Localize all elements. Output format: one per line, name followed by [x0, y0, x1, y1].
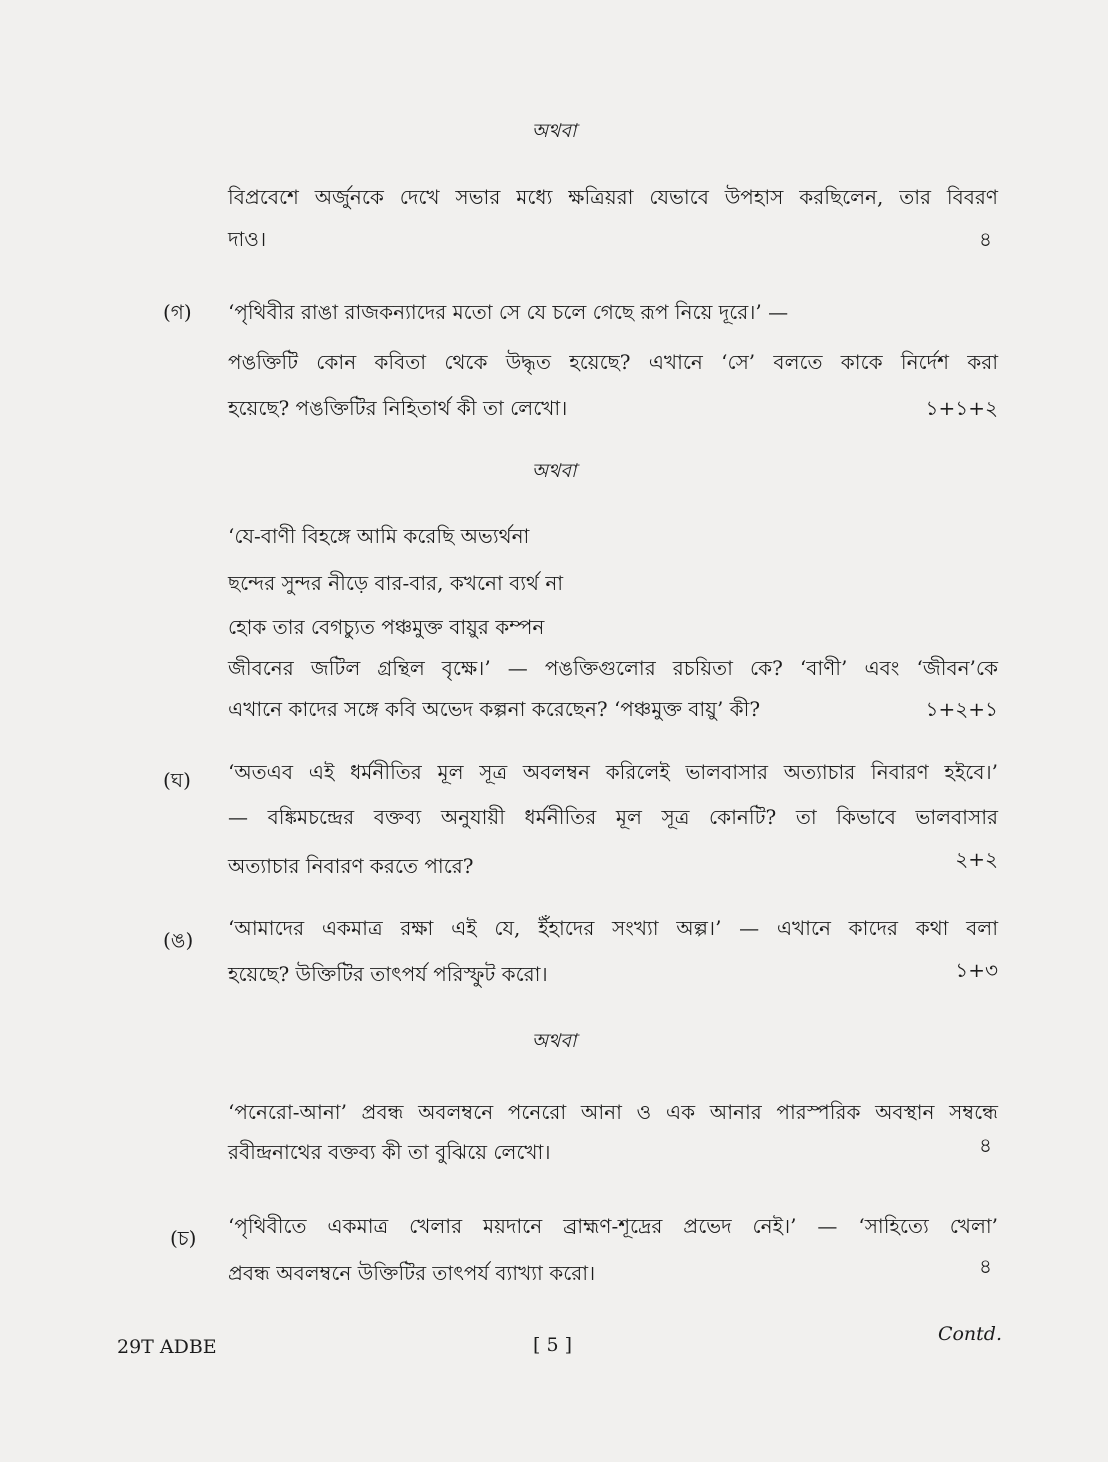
question-text: পঙক্তিটি কোন কবিতা থেকে উদ্ধৃত হয়েছে? এখানে ‘সে’ বলতে কাকে নির্দেশ করা — [228, 350, 998, 374]
question-text: অত্যাচার নিবারণ করতে পারে? — [228, 854, 474, 878]
or-heading: অথবা — [531, 460, 577, 482]
question-text: ‘পৃথিবীতে একমাত্র খেলার ময়দানে ব্রাহ্মণ-শূদ্রের প্রভেদ নেই।’ — ‘সাহিত্যে খেলা’ — [228, 1214, 998, 1238]
poem-line: ছন্দের সুন্দর নীড়ে বার-বার, কখনো ব্যর্থ না — [228, 571, 564, 595]
marks: ৪ — [979, 227, 992, 251]
poem-line: ‘যে-বাণী বিহঙ্গে আমি করেছি অভ্যর্থনা — [228, 524, 530, 548]
marks: ৪ — [979, 1133, 992, 1157]
marks: ১+৩ — [955, 958, 998, 982]
question-text: — বঙ্কিমচন্দ্রের বক্তব্য অনুযায়ী ধর্মনীতির মূল সূত্র কোনটি? তা কিভাবে ভালবাসার — [228, 805, 998, 829]
question-number: (ঘ) — [163, 768, 191, 792]
question-text: হয়েছে? উক্তিটির তাৎপর্য পরিস্ফুট করো। — [228, 962, 548, 986]
question-text: বিপ্রবেশে অর্জুনকে দেখে সভার মধ্যে ক্ষত্রিয়রা যেভাবে উপহাস করছিলেন, তার বিবরণ — [228, 185, 998, 209]
paper-code: 29T ADBE — [117, 1336, 217, 1358]
question-number: (ঙ) — [163, 928, 194, 952]
question-text: রবীন্দ্রনাথের বক্তব্য কী তা বুঝিয়ে লেখো। — [228, 1140, 551, 1164]
question-text: এখানে কাদের সঙ্গে কবি অভেদ কল্পনা করেছেন? ‘পঞ্চমুক্ত বায়ু’ কী? — [228, 697, 761, 721]
question-text: জীবনের জটিল গ্রন্থিল বৃক্ষে।’ — পঙক্তিগুলোর রচয়িতা কে? ‘বাণী’ এবং ‘জীবন’কে — [228, 656, 998, 680]
question-text: ‘পনেরো-আনা’ প্রবন্ধ অবলম্বনে পনেরো আনা ও এক আনার পারস্পরিক অবস্থান সম্বন্ধে — [228, 1100, 998, 1124]
question-text: হয়েছে? পঙক্তিটির নিহিতার্থ কী তা লেখো। — [228, 396, 568, 420]
question-number: (গ) — [163, 300, 192, 324]
page-number: [ 5 ] — [533, 1334, 572, 1356]
or-heading: অথবা — [531, 1030, 577, 1052]
question-text: ‘অতএব এই ধর্মনীতির মূল সূত্র অবলম্বন করিলেই ভালবাসার অত্যাচার নিবারণ হইবে।’ — [228, 760, 998, 784]
marks: ১+২+১ — [925, 697, 998, 721]
question-text: প্রবন্ধ অবলম্বনে উক্তিটির তাৎপর্য ব্যাখ্যা করো। — [228, 1261, 596, 1285]
marks: ২+২ — [955, 847, 998, 871]
or-heading: অথবা — [531, 120, 577, 142]
marks: ৪ — [979, 1254, 992, 1278]
marks: ১+১+২ — [925, 396, 998, 420]
question-number: (চ) — [170, 1226, 197, 1250]
contd-label: Contd. — [937, 1323, 1002, 1345]
question-text: দাও। — [228, 227, 267, 251]
question-text: ‘পৃথিবীর রাঙা রাজকন্যাদের মতো সে যে চলে গেছে রূপ নিয়ে দূরে।’ — — [228, 300, 789, 324]
question-text: ‘আমাদের একমাত্র রক্ষা এই যে, ইঁহাদের সংখ্যা অল্প।’ — এখানে কাদের কথা বলা — [228, 916, 998, 940]
poem-line: হোক তার বেগচ্যুত পঞ্চমুক্ত বায়ুর কম্পন — [228, 615, 545, 639]
